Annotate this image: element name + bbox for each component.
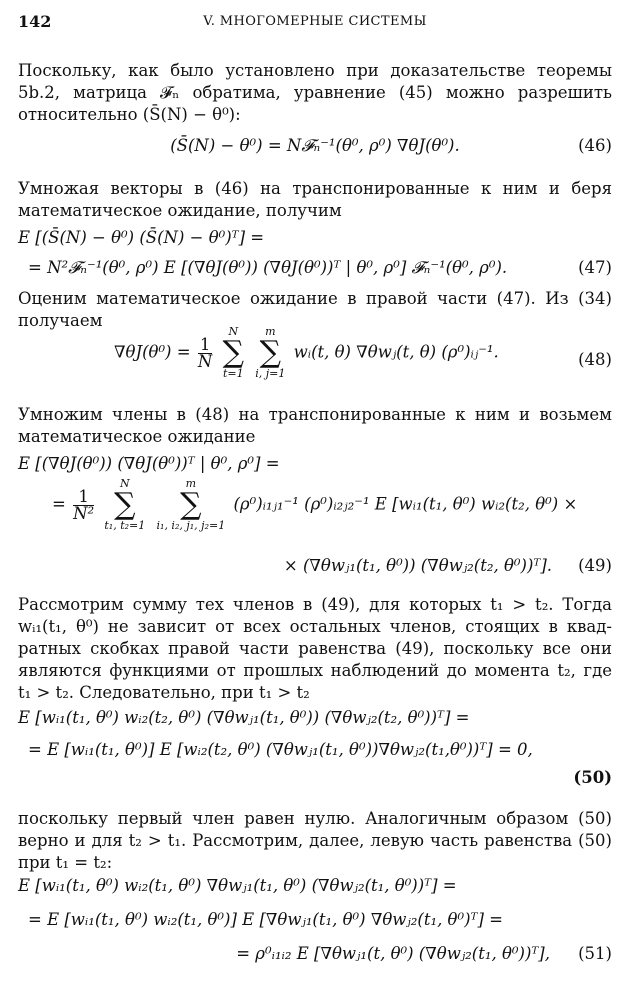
summation-t1t2 — [104, 478, 145, 532]
text-line: математическое ожидание — [18, 427, 256, 446]
equation-lead: = — [52, 494, 66, 514]
text-line: wᵢ₁(t₁, θ⁰) не зависит от всех остальных членов, стоящих в квад- — [18, 617, 612, 636]
paragraph-6 — [18, 808, 612, 874]
equation-body: = E [wᵢ₁(t₁, θ⁰) wᵢ₂(t₁, θ⁰)] E [∇θwⱼ₁(t₁, θ⁰) ∇θwⱼ₂(t₁, θ⁰)ᵀ] = — [28, 910, 503, 929]
equation-number: (50) — [573, 768, 612, 787]
paragraph-5 — [18, 594, 612, 704]
text-line: Умножая векторы в (46) на транспонированные к ним и беря — [18, 179, 612, 198]
text-line: Умножим члены в (48) на транспонированные к ним и возьмем — [18, 405, 612, 424]
fraction-denominator: N² — [73, 503, 95, 523]
equation-47-line-1 — [18, 228, 612, 247]
equation-51-line-2 — [18, 910, 612, 929]
equation-49-line-1 — [18, 454, 612, 473]
equation-body: = E [wᵢ₁(t₁, θ⁰)] E [wᵢ₂(t₂, θ⁰) (∇θwⱼ₁(t₁, θ⁰))∇θwⱼ₂(t₁,θ⁰))ᵀ] = 0, — [28, 740, 533, 759]
summation-ij — [255, 326, 285, 380]
sum-lower-limit: t₁, t₂=1 — [104, 519, 146, 532]
equation-50-line-1 — [18, 708, 612, 727]
fraction — [73, 486, 95, 523]
equation-51-line-1 — [18, 876, 612, 895]
sum-upper-limit: m — [185, 477, 197, 490]
equation-body: E [wᵢ₁(t₁, θ⁰) wᵢ₂(t₁, θ⁰) ∇θwⱼ₁(t₁, θ⁰) (∇θwⱼ₂(t₁, θ⁰))ᵀ] = — [18, 876, 457, 895]
equation-number: (46) — [578, 136, 612, 155]
equation-lhs: ∇θJ(θ⁰) = — [114, 342, 191, 362]
text-line: Оценим математическое ожидание в правой части (47). Из (34) — [18, 289, 612, 308]
fraction-denominator: N — [197, 351, 213, 371]
sigma-symbol: ∑ — [114, 487, 136, 522]
fraction-numerator: 1 — [73, 489, 94, 506]
paragraph-1 — [18, 60, 612, 126]
paragraph-2 — [18, 178, 612, 222]
equation-48 — [18, 326, 612, 380]
text-line: математическое ожидание, получим — [18, 201, 342, 220]
text-line: t₁ > t₂. Следовательно, при t₁ > t₂ — [18, 683, 310, 702]
text-line: Рассмотрим сумму тех членов в (49), для которых t₁ > t₂. Тогда — [18, 595, 612, 614]
running-header — [18, 12, 612, 34]
equation-number: (47) — [578, 258, 612, 277]
sum-lower-limit: t=1 — [222, 367, 244, 380]
equation-49-line-2 — [18, 478, 612, 532]
summation-t — [223, 326, 244, 380]
text-line: 5b.2, матрица 𝓕ₙ обратима, уравнение (45) можно разрешить — [18, 83, 612, 102]
equation-number: (48) — [578, 350, 612, 369]
text-line: являются функциями от прошлых наблюдений до момента t₂, где — [18, 661, 612, 680]
chapter-title: V. МНОГОМЕРНЫЕ СИСТЕМЫ — [203, 14, 427, 29]
sum-upper-limit: m — [265, 325, 276, 338]
equation-body: = ρ⁰ᵢ₁ᵢ₂ E [∇θwⱼ₁(t, θ⁰) (∇θwⱼ₂(t₁, θ⁰))ᵀ], — [236, 944, 550, 963]
sigma-symbol: ∑ — [180, 487, 202, 522]
sum-lower-limit: i₁, i₂, j₁, j₂=1 — [156, 519, 226, 532]
sum-upper-limit: N — [120, 477, 130, 490]
equation-number: (49) — [578, 556, 612, 575]
text-line: при t₁ = t₂: — [18, 853, 113, 872]
text-line: ратных скобках правой части равенства (49), поскольку все они — [18, 639, 612, 658]
paragraph-4 — [18, 404, 612, 448]
equation-body: × (∇θwⱼ₁(t₁, θ⁰)) (∇θwⱼ₂(t₂, θ⁰))ᵀ]. — [283, 556, 552, 575]
equation-body: = N²𝓕ₙ⁻¹(θ⁰, ρ⁰) E [(∇θJ(θ⁰)) (∇θJ(θ⁰))ᵀ | θ⁰, ρ⁰] 𝓕ₙ⁻¹(θ⁰, ρ⁰). — [28, 258, 508, 277]
equation-body: E [wᵢ₁(t₁, θ⁰) wᵢ₂(t₂, θ⁰) (∇θwⱼ₁(t₁, θ⁰)) (∇θwⱼ₂(t₂, θ⁰))ᵀ] = — [18, 708, 470, 727]
sum-lower-limit: i, j=1 — [255, 367, 286, 380]
equation-body: E [(S̄(N) − θ⁰) (S̄(N) − θ⁰)ᵀ] = — [18, 228, 265, 247]
equation-body: (S̄(N) − θ⁰) = N𝓕ₙ⁻¹(θ⁰, ρ⁰) ∇θJ(θ⁰). — [170, 136, 460, 155]
summation-indices — [157, 478, 226, 532]
page-number: 142 — [18, 12, 52, 31]
text-line: поскольку первый член равен нулю. Аналогичным образом (50) — [18, 809, 612, 828]
text-line: относительно (S̄(N) − θ⁰): — [18, 105, 241, 124]
equation-50-line-2 — [18, 740, 612, 759]
fraction-numerator: 1 — [199, 334, 211, 354]
sum-upper-limit: N — [228, 325, 239, 338]
sigma-symbol: ∑ — [259, 335, 282, 370]
equation-46 — [18, 136, 612, 156]
equation-body: E [(∇θJ(θ⁰)) (∇θJ(θ⁰))ᵀ | θ⁰, ρ⁰] = — [18, 454, 280, 473]
equation-49-line-3 — [18, 556, 612, 575]
text-line: верно и для t₂ > t₁. Рассмотрим, далее, левую часть равенства (50) — [18, 831, 612, 850]
equation-rhs: (ρ⁰)ᵢ₁ⱼ₁⁻¹ (ρ⁰)ᵢ₂ⱼ₂⁻¹ E [wᵢ₁(t₁, θ⁰) wᵢ₂(t₂, θ⁰) × — [233, 494, 578, 514]
sigma-symbol: ∑ — [222, 335, 244, 370]
equation-47-line-2 — [18, 258, 612, 278]
equation-51-line-3 — [18, 944, 612, 963]
equation-rhs: wᵢ(t, θ) ∇θwⱼ(t, θ) (ρ⁰)ᵢⱼ⁻¹. — [293, 342, 499, 362]
text-line: получаем — [18, 311, 103, 330]
fraction — [197, 334, 213, 371]
text-line: Поскольку, как было установлено при доказательстве теоремы — [18, 61, 612, 80]
equation-number: (51) — [578, 944, 612, 963]
